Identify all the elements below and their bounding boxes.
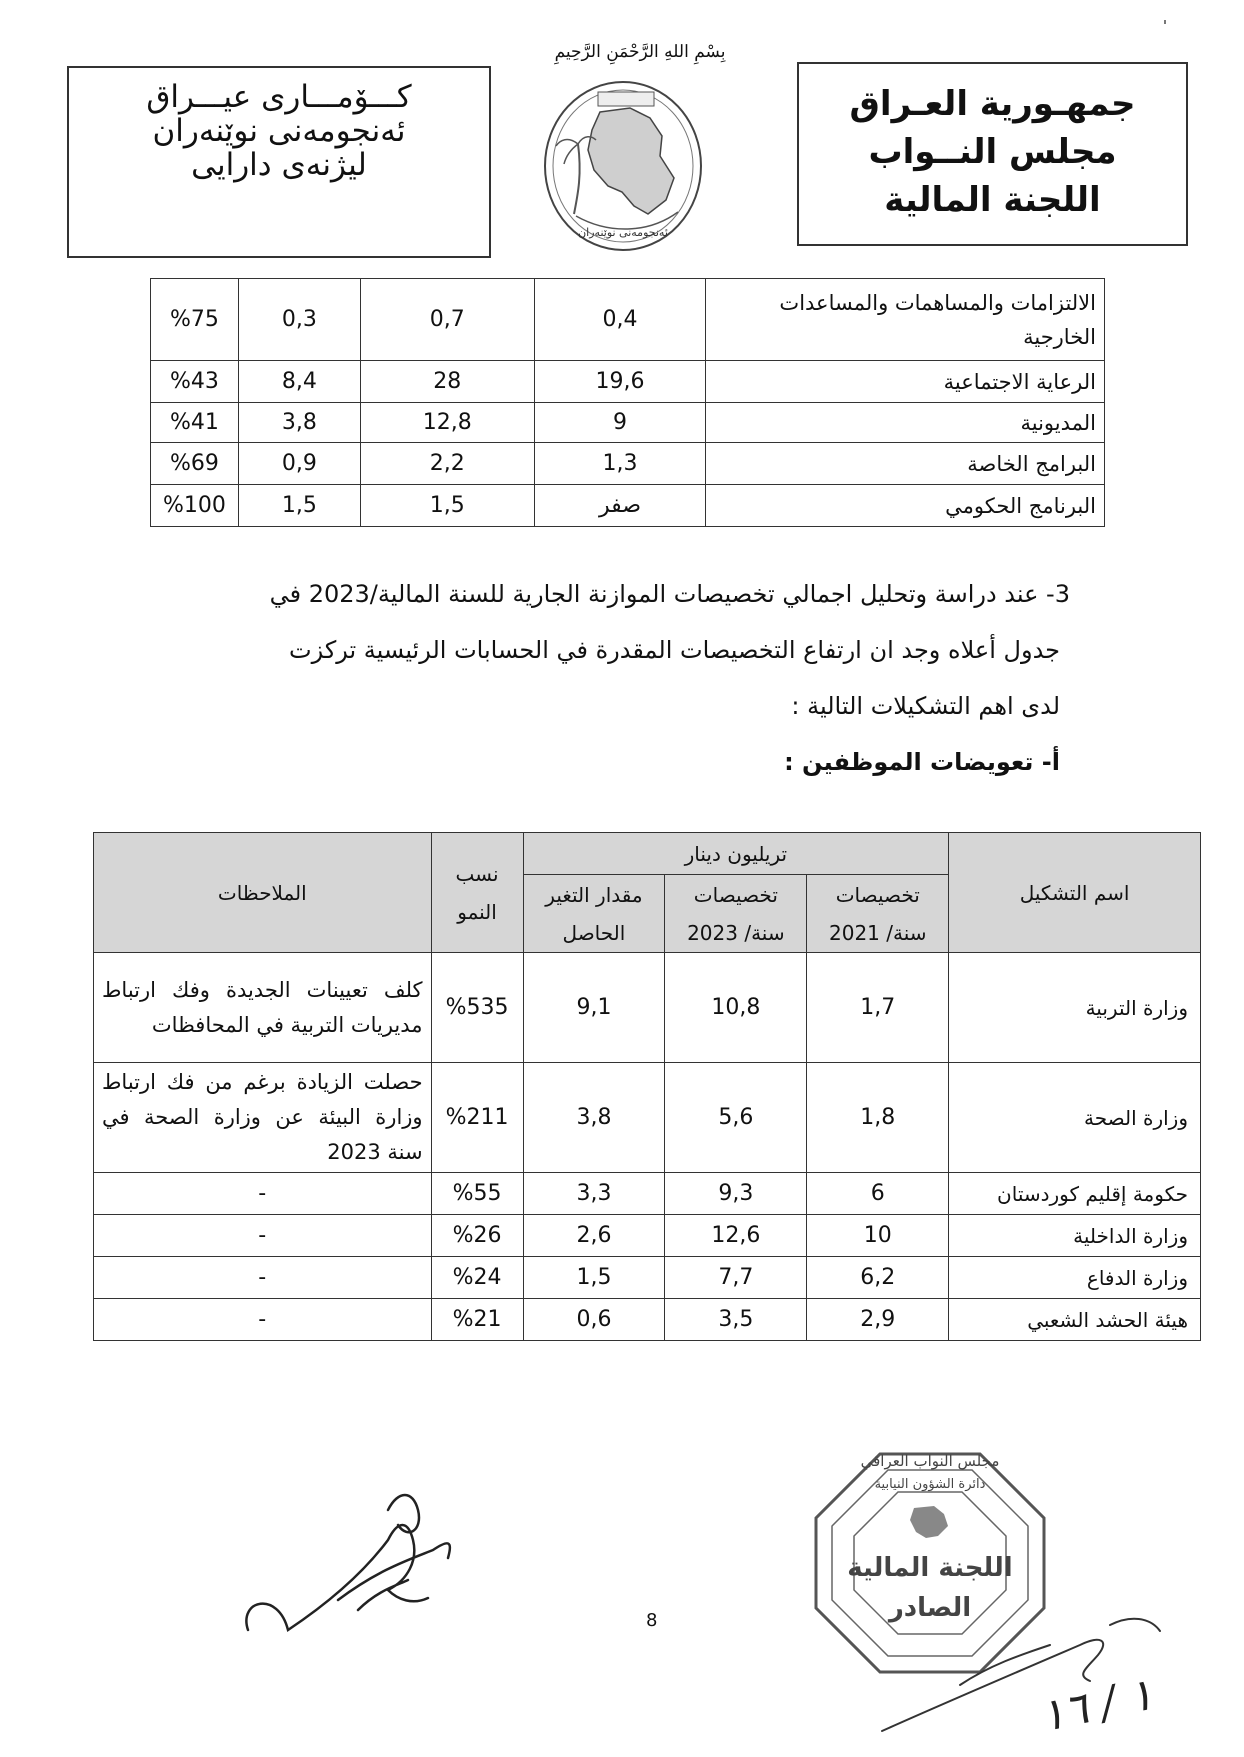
alloc-2021-cell: صفر <box>534 485 706 527</box>
table-row <box>151 361 1105 403</box>
growth-cell: %26 <box>431 1215 523 1257</box>
alloc-2021-cell: 10 <box>807 1215 949 1257</box>
growth-cell: %55 <box>431 1173 523 1215</box>
alloc-2023-cell: 3,5 <box>665 1299 807 1341</box>
header-arabic-line-1: جمهـورية العـراق <box>849 84 1136 124</box>
growth-cell: %535 <box>431 953 523 1063</box>
alloc-2021-cell: 9 <box>534 403 706 443</box>
change-cell: 1,5 <box>523 1257 665 1299</box>
item-label-cell: البرنامج الحكومي <box>706 485 1105 527</box>
svg-text:دائرة الشؤون النيابية: دائرة الشؤون النيابية <box>874 1477 986 1492</box>
kurdish-header-box <box>67 66 491 258</box>
svg-text:الصادر: الصادر <box>888 1593 972 1623</box>
paragraph-line-3: لدى اهم التشكيلات التالية : <box>791 692 1060 720</box>
alloc-2021-cell: 1,8 <box>807 1063 949 1173</box>
item-label-cell: البرامج الخاصة <box>706 443 1105 485</box>
paragraph-line-2: جدول أعلاه وجد ان ارتفاع التخصيصات المقدرة في الحسابات الرئيسية تركزت <box>288 636 1060 664</box>
note-cell: - <box>94 1257 432 1299</box>
header-arabic-line-2: مجلس النــواب <box>868 132 1117 172</box>
table-row <box>94 1299 1201 1341</box>
table-row <box>151 403 1105 443</box>
svg-text:اللجنة المالية: اللجنة المالية <box>847 1553 1013 1583</box>
table-row <box>94 1215 1201 1257</box>
change-cell: 3,8 <box>238 403 360 443</box>
alloc-2023-cell: 28 <box>360 361 534 403</box>
paragraph-line-1: 3- عند دراسة وتحليل اجمالي تخصيصات الموازنة الجارية للسنة المالية/2023 في <box>269 580 1070 608</box>
alloc-2021-cell: 0,4 <box>534 279 706 361</box>
parliament-emblem-icon <box>538 74 708 254</box>
entity-name-cell: هيئة الحشد الشعبي <box>949 1299 1201 1341</box>
alloc-2021-header: تخصيصات سنة/ 2021 <box>807 875 949 953</box>
growth-cell: %21 <box>431 1299 523 1341</box>
alloc-2023-cell: 5,6 <box>665 1063 807 1173</box>
note-cell: كلف تعيينات الجديدة وفك ارتباط مديريات التربية في المحافظات <box>94 953 432 1063</box>
employee-compensation-table <box>93 832 1201 1341</box>
table-row <box>151 485 1105 527</box>
change-cell: 0,3 <box>238 279 360 361</box>
item-label-cell: الالتزامات والمساهمات والمساعدات الخارجية <box>706 279 1105 361</box>
alloc-2021-cell: 2,9 <box>807 1299 949 1341</box>
change-cell: 3,8 <box>523 1063 665 1173</box>
svg-text:ئەنجومەنی نوێنەران: ئەنجومەنی نوێنەران <box>578 226 668 239</box>
change-cell: 3,3 <box>523 1173 665 1215</box>
alloc-2023-cell: 12,8 <box>360 403 534 443</box>
entity-name-cell: وزارة التربية <box>949 953 1201 1063</box>
alloc-2023-cell: 1,5 <box>360 485 534 527</box>
note-cell: حصلت الزيادة برغم من فك ارتباط وزارة البيئة عن وزارة الصحة في سنة 2023 <box>94 1063 432 1173</box>
alloc-2023-cell: 2,2 <box>360 443 534 485</box>
entity-name-cell: وزارة الداخلية <box>949 1215 1201 1257</box>
header-row <box>94 833 1201 875</box>
header-kurdish-line-3: لیژنەی دارایی <box>191 147 367 183</box>
change-cell: 2,6 <box>523 1215 665 1257</box>
table-row <box>94 953 1201 1063</box>
entity-name-cell: وزارة الدفاع <box>949 1257 1201 1299</box>
section-subheading: أ- تعويضات الموظفين : <box>784 748 1060 776</box>
alloc-2021-cell: 1,3 <box>534 443 706 485</box>
basmala: بِسْمِ اللهِ الرَّحْمَنِ الرَّحِيمِ <box>554 42 726 62</box>
arabic-header-box <box>797 62 1188 246</box>
alloc-2023-cell: 0,7 <box>360 279 534 361</box>
analysis-paragraph <box>150 566 1070 790</box>
currency-header: تريليون دينار <box>523 833 949 875</box>
growth-cell: %41 <box>151 403 239 443</box>
change-cell: 1,5 <box>238 485 360 527</box>
item-label-cell: المديونية <box>706 403 1105 443</box>
note-cell: - <box>94 1173 432 1215</box>
alloc-2021-cell: 19,6 <box>534 361 706 403</box>
alloc-2021-cell: 6 <box>807 1173 949 1215</box>
table-row <box>151 443 1105 485</box>
growth-cell: %43 <box>151 361 239 403</box>
signature-icon <box>238 1480 498 1650</box>
header-kurdish-line-1: كـــۆمـــاری عیـــراق <box>146 79 412 115</box>
table-row <box>94 1257 1201 1299</box>
note-cell: - <box>94 1215 432 1257</box>
alloc-2023-cell: 12,6 <box>665 1215 807 1257</box>
item-label-cell: الرعاية الاجتماعية <box>706 361 1105 403</box>
table-row <box>94 1173 1201 1215</box>
alloc-2021-cell: 1,7 <box>807 953 949 1063</box>
alloc-2023-header: تخصيصات سنة/ 2023 <box>665 875 807 953</box>
header-kurdish-line-2: ئەنجومەنی نوێنەران <box>152 113 406 149</box>
table-row <box>151 279 1105 361</box>
handwritten-date: ١ / ١٦ <box>1035 1668 1158 1743</box>
alloc-2023-cell: 9,3 <box>665 1173 807 1215</box>
entity-name-cell: حكومة إقليم كوردستان <box>949 1173 1201 1215</box>
notes-header: الملاحظات <box>94 833 432 953</box>
change-cell: 8,4 <box>238 361 360 403</box>
alloc-2023-cell: 10,8 <box>665 953 807 1063</box>
growth-header: نسب النمو <box>431 833 523 953</box>
table-row <box>94 1063 1201 1173</box>
note-cell: - <box>94 1299 432 1341</box>
growth-cell: %100 <box>151 485 239 527</box>
page-number: 8 <box>646 1610 658 1631</box>
name-header: اسم التشكيل <box>949 833 1201 953</box>
growth-cell: %211 <box>431 1063 523 1173</box>
svg-text:مجلس النواب العراقي: مجلس النواب العراقي <box>860 1452 1000 1470</box>
budget-items-table <box>150 278 1105 527</box>
change-cell: 0,6 <box>523 1299 665 1341</box>
growth-cell: %24 <box>431 1257 523 1299</box>
header-arabic-line-3: اللجنة المالية <box>884 180 1101 220</box>
alloc-2021-cell: 6,2 <box>807 1257 949 1299</box>
entity-name-cell: وزارة الصحة <box>949 1063 1201 1173</box>
alloc-2023-cell: 7,7 <box>665 1257 807 1299</box>
growth-cell: %75 <box>151 279 239 361</box>
corner-mark <box>1164 20 1166 24</box>
change-header: مقدار التغير الحاصل <box>523 875 665 953</box>
change-cell: 9,1 <box>523 953 665 1063</box>
change-cell: 0,9 <box>238 443 360 485</box>
growth-cell: %69 <box>151 443 239 485</box>
